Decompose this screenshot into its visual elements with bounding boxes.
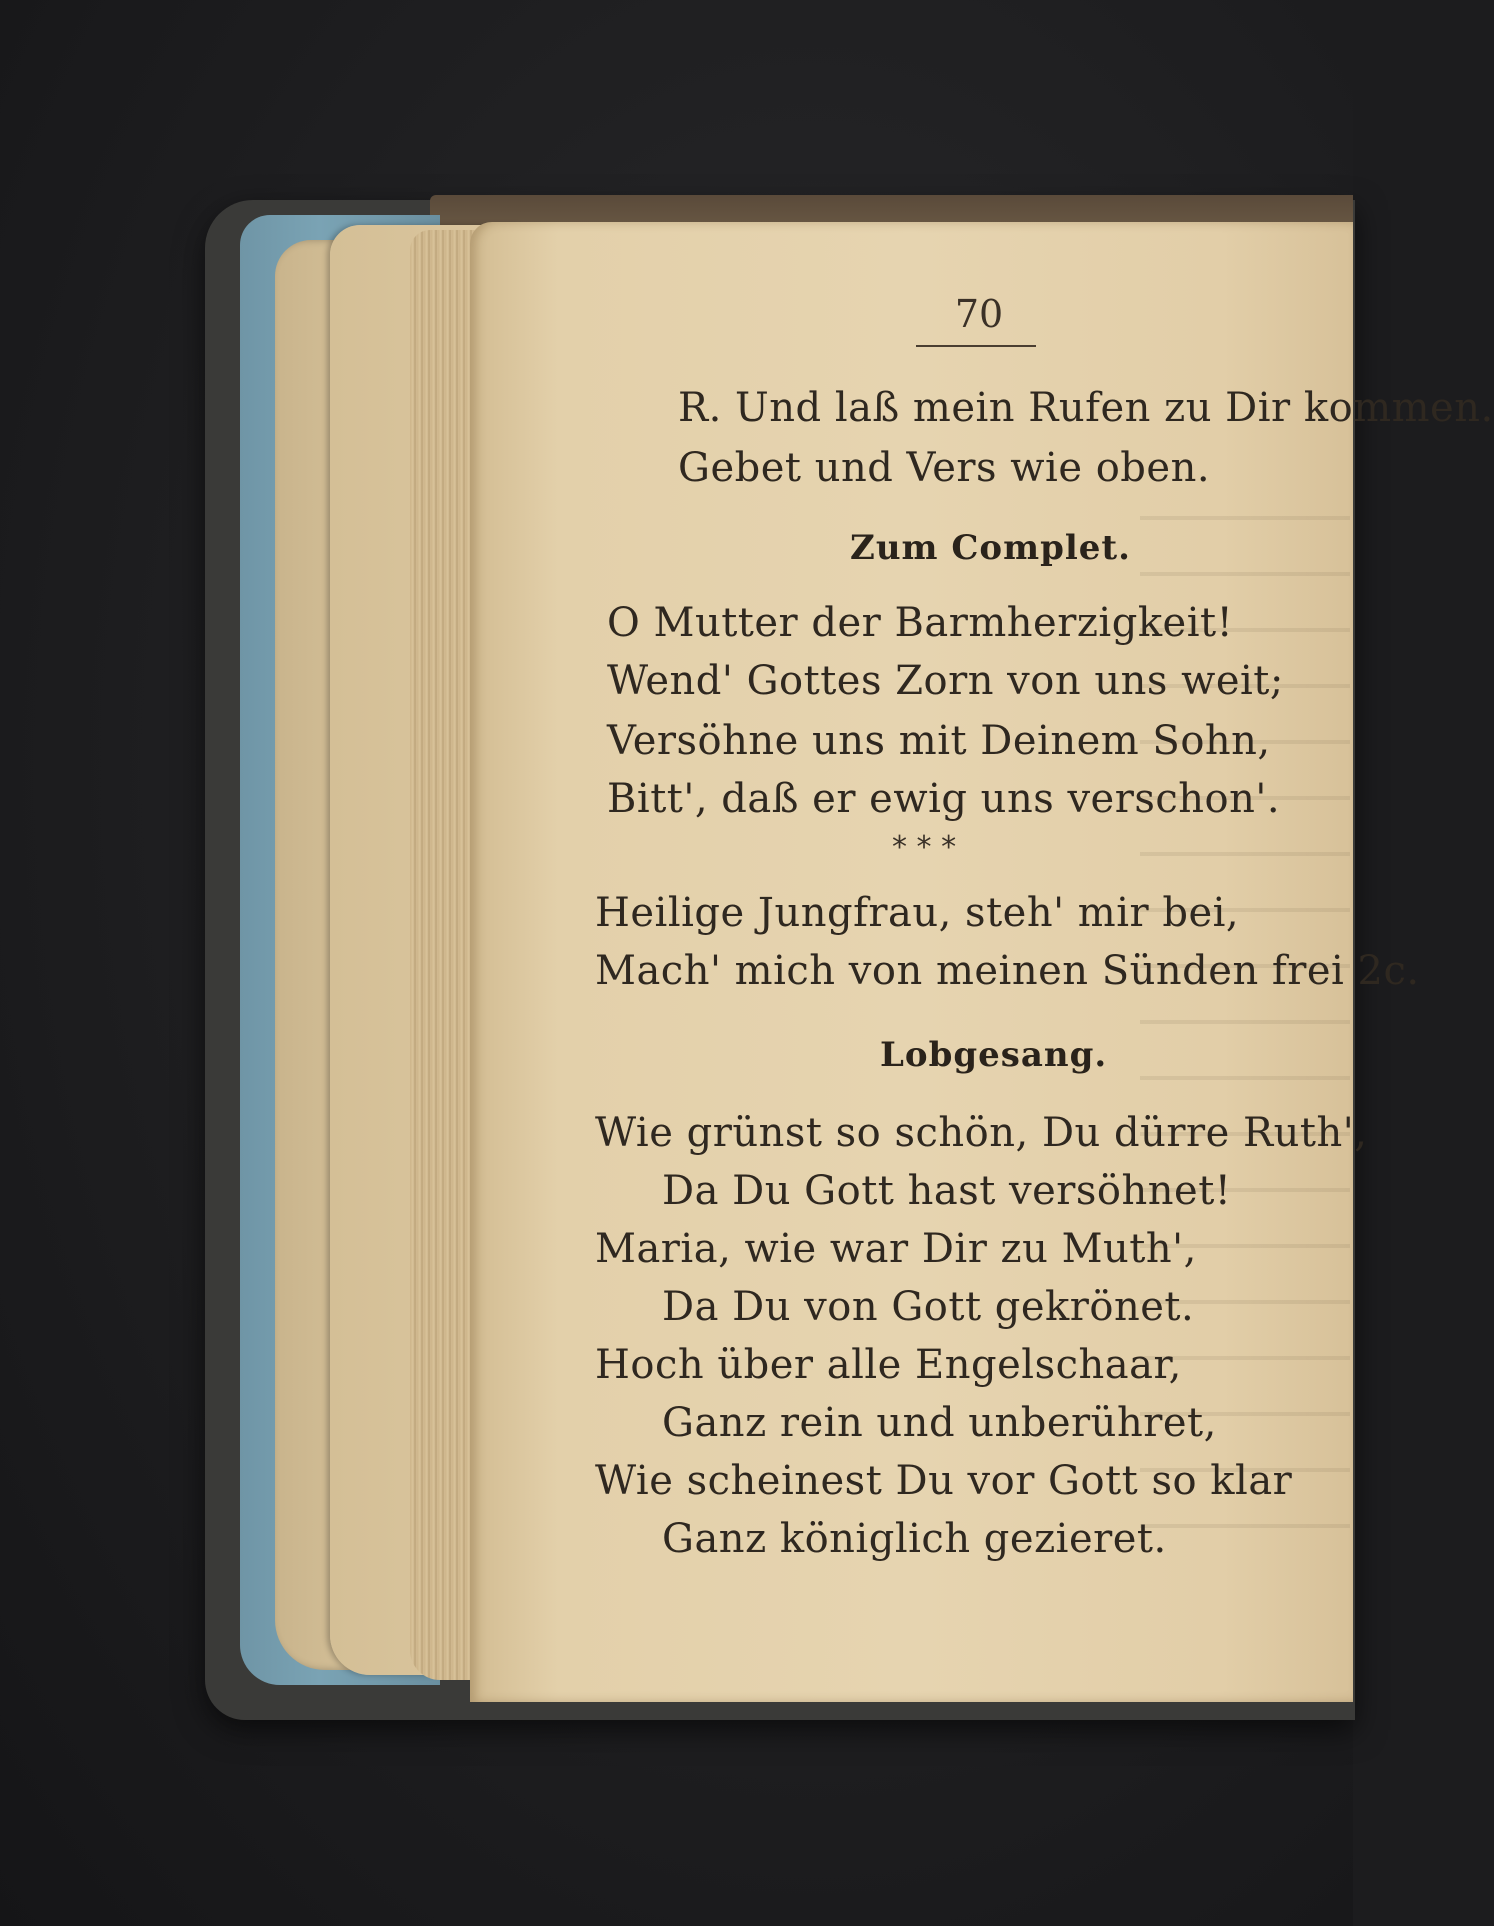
verse-line: Da Du von Gott gekrönet.: [662, 1284, 1195, 1330]
page-number-rule: [916, 345, 1036, 347]
verse-line: Ganz rein und unberühret,: [662, 1400, 1217, 1446]
verse-line: Mach' mich von meinen Sünden frei 2c.: [595, 948, 1420, 994]
verse-line: Wie scheinest Du vor Gott so klar: [595, 1458, 1293, 1504]
verse-line: Wie grünst so schön, Du dürre Ruth',: [595, 1110, 1368, 1156]
separator-stars: * * *: [892, 830, 957, 865]
verse-line: Wend' Gottes Zorn von uns weit;: [607, 658, 1284, 704]
verse-line: Versöhne uns mit Deinem Sohn,: [607, 718, 1271, 764]
verse-line: O Mutter der Barmherzigkeit!: [607, 600, 1234, 646]
verse-line: Da Du Gott hast versöhnet!: [662, 1168, 1232, 1214]
section-heading: Zum Complet.: [850, 528, 1131, 568]
page-number: 70: [954, 292, 1004, 336]
text-line: Gebet und Vers wie oben.: [678, 445, 1211, 491]
verse-line: Maria, wie war Dir zu Muth',: [595, 1226, 1197, 1272]
section-heading: Lobgesang.: [880, 1035, 1108, 1075]
verse-line: Bitt', daß er ewig uns verschon'.: [607, 776, 1281, 822]
verse-line: Heilige Jungfrau, steh' mir bei,: [595, 890, 1240, 936]
verse-line: Hoch über alle Engelschaar,: [595, 1342, 1182, 1388]
text-line: R. Und laß mein Rufen zu Dir kommen.: [678, 385, 1494, 431]
verse-line: Ganz königlich gezieret.: [662, 1516, 1167, 1562]
